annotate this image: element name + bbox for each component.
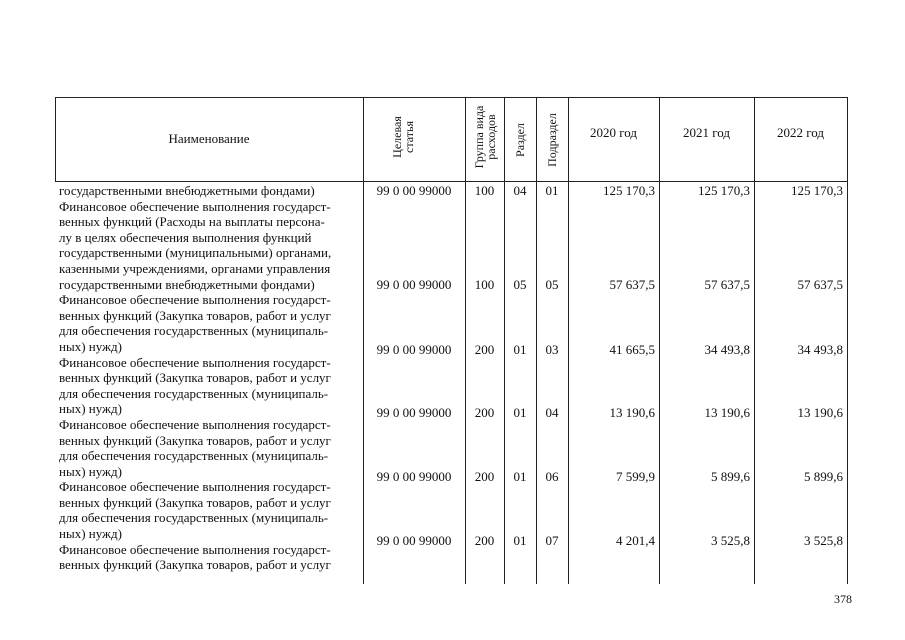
- name-line: Финансовое обеспечение выполнения государст-: [59, 292, 331, 308]
- col-border: [465, 97, 466, 584]
- cell-section: 05: [513, 277, 527, 292]
- header-2020: 2020 год: [590, 125, 637, 140]
- header-name: Наименование: [168, 131, 250, 146]
- cell-article: 99 0 00 99000: [376, 342, 452, 357]
- cell-group: 100: [474, 183, 495, 198]
- cell-subsection: 01: [545, 183, 559, 198]
- col-border: [504, 97, 505, 584]
- cell-2020: 7 599,9: [616, 469, 655, 484]
- cell-subsection: 05: [545, 277, 559, 292]
- cell-group: 200: [474, 342, 495, 357]
- budget-table: [55, 97, 848, 584]
- name-line: для обеспечения государственных (муниципаль-: [59, 323, 329, 339]
- cell-article: 99 0 00 99000: [376, 405, 452, 420]
- cell-2021: 3 525,8: [711, 533, 750, 548]
- header-2022: 2022 год: [777, 125, 824, 140]
- name-line: ных) нужд): [59, 401, 122, 417]
- col-border: [659, 97, 660, 584]
- cell-2021: 5 899,6: [711, 469, 750, 484]
- cell-article: 99 0 00 99000: [376, 469, 452, 484]
- cell-2020: 4 201,4: [616, 533, 655, 548]
- cell-2020: 41 665,5: [609, 342, 655, 357]
- col-border: [847, 97, 848, 584]
- name-line: казенными учреждениями, органами управления: [59, 260, 331, 276]
- name-line: для обеспечения государственных (муниципаль-: [59, 385, 329, 401]
- cell-section: 01: [513, 533, 527, 548]
- name-line: для обеспечения государственных (муниципаль-: [59, 510, 329, 526]
- cell-2021: 125 170,3: [698, 183, 750, 198]
- col-border: [568, 97, 569, 584]
- cell-article: 99 0 00 99000: [376, 183, 452, 198]
- cell-2021: 13 190,6: [704, 405, 750, 420]
- name-line: венных функций (Закупка товаров, работ и услуг: [59, 370, 331, 386]
- cell-group: 200: [474, 469, 495, 484]
- cell-section: 01: [513, 469, 527, 484]
- name-line: ных) нужд): [59, 338, 122, 354]
- name-line: Финансовое обеспечение выполнения государст-: [59, 354, 331, 370]
- cell-section: 01: [513, 405, 527, 420]
- name-line: лу в целях обеспечения выполнения функций: [59, 229, 312, 245]
- name-line: Финансовое обеспечение выполнения государст-: [59, 416, 331, 432]
- cell-subsection: 03: [545, 342, 559, 357]
- name-line: ных) нужд): [59, 526, 122, 542]
- cell-subsection: 06: [545, 469, 559, 484]
- cell-2020: 125 170,3: [603, 183, 655, 198]
- name-line: Финансовое обеспечение выполнения государст-: [59, 198, 331, 214]
- cell-group: 200: [474, 405, 495, 420]
- cell-2022: 5 899,6: [804, 469, 843, 484]
- name-line: венных функций (Закупка товаров, работ и услуг: [59, 494, 331, 510]
- name-line: государственными внебюджетными фондами): [59, 183, 315, 198]
- cell-article: 99 0 00 99000: [376, 533, 452, 548]
- col-border: [536, 97, 537, 584]
- cell-2020: 13 190,6: [609, 405, 655, 420]
- cell-2022: 3 525,8: [804, 533, 843, 548]
- header-expense-group: Группа вида расходов: [472, 105, 498, 169]
- cell-2022: 125 170,3: [791, 183, 843, 198]
- table-top-border: [55, 97, 848, 98]
- cell-section: 01: [513, 342, 527, 357]
- cell-2020: 57 637,5: [609, 277, 655, 292]
- name-line: венных функций (Закупка товаров, работ и услуг: [59, 557, 331, 573]
- cell-article: 99 0 00 99000: [376, 277, 452, 292]
- cell-section: 04: [513, 183, 527, 198]
- cell-2022: 57 637,5: [797, 277, 843, 292]
- cell-2021: 34 493,8: [704, 342, 750, 357]
- cell-subsection: 04: [545, 405, 559, 420]
- cell-2022: 13 190,6: [797, 405, 843, 420]
- cell-2021: 57 637,5: [704, 277, 750, 292]
- name-line: государственными внебюджетными фондами): [59, 276, 315, 292]
- name-column-text: [59, 183, 357, 573]
- header-2021: 2021 год: [683, 125, 730, 140]
- header-subsection: Подраздел: [545, 113, 559, 167]
- col-border: [363, 97, 364, 584]
- name-line: государственными (муниципальными) органами,: [59, 245, 332, 261]
- cell-2022: 34 493,8: [797, 342, 843, 357]
- name-line: для обеспечения государственных (муниципаль-: [59, 448, 329, 464]
- page-number: 378: [834, 592, 852, 606]
- name-line: ных) нужд): [59, 463, 122, 479]
- name-line: венных функций (Закупка товаров, работ и услуг: [59, 307, 331, 323]
- name-line: венных функций (Расходы на выплаты персона-: [59, 214, 325, 230]
- header-section: Раздел: [513, 123, 527, 157]
- cell-subsection: 07: [545, 533, 559, 548]
- col-border: [754, 97, 755, 584]
- cell-group: 100: [474, 277, 495, 292]
- name-line: венных функций (Закупка товаров, работ и услуг: [59, 432, 331, 448]
- name-line: Финансовое обеспечение выполнения государст-: [59, 479, 331, 495]
- name-line: Финансовое обеспечение выполнения государст-: [59, 541, 331, 557]
- header-target-article: Целевая статья: [390, 116, 416, 158]
- header-bottom-border: [55, 181, 848, 182]
- cell-group: 200: [474, 533, 495, 548]
